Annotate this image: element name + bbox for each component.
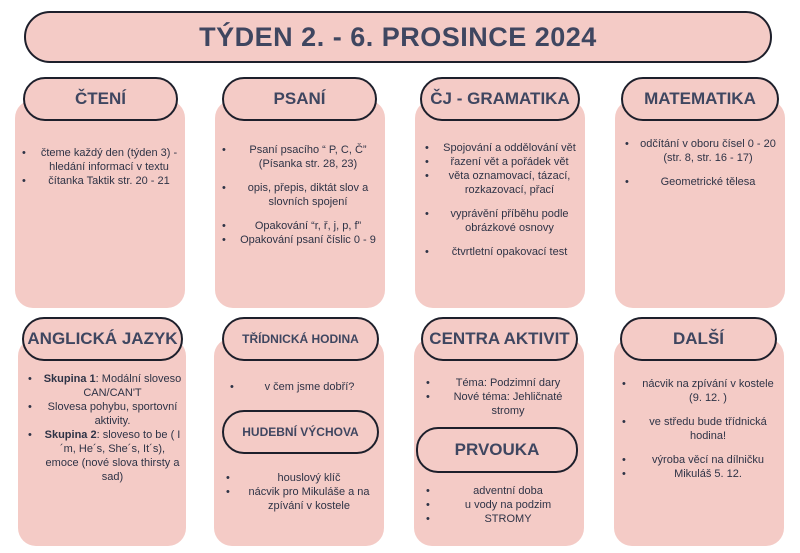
group-label: Skupina 2 [44, 429, 97, 441]
list-item: • opis, přepis, diktát slov a slovních spojení [222, 181, 380, 209]
list-item: • ve středu bude třídnická hodina! [622, 415, 780, 443]
anglicky-list [28, 372, 183, 484]
list-item: • čteme každý den (týden 3) - hledání informací v textu [22, 146, 182, 174]
list-item: • čtvrtletní opakovací test [425, 245, 580, 259]
list-item: • STROMY [426, 512, 576, 526]
list-item: • odčítání v oboru čísel 0 - 20 (str. 8, str. 16 - 17) [625, 137, 777, 165]
list-item: • nácvik pro Mikuláše a na zpívání v kostele [226, 485, 378, 513]
list-item: • houslový klíč [226, 471, 378, 485]
list-item: • čítanka Taktik str. 20 - 21 [22, 174, 182, 188]
cteni-list [22, 146, 182, 188]
list-item: • Spojování a oddělování vět [425, 141, 580, 155]
matematika-list [625, 137, 777, 189]
list-item: • Nové téma: Jehličnaté stromy [426, 390, 576, 418]
list-item: • řazení vět a pořádek vět [425, 155, 580, 169]
hudebni-list [226, 471, 378, 513]
list-item: • Skupina 2: sloveso to be ( I´m, He´s, She´s, It´s), emoce (nové slova thirsty a sad) [28, 428, 183, 484]
centra-list [426, 376, 576, 418]
list-item: • Opakování psaní číslic 0 - 9 [222, 233, 380, 247]
list-item: • výroba věcí na dílničku [622, 453, 780, 467]
anglicky-heading: ANGLICKÁ JAZYK [22, 317, 183, 361]
cteni-card [15, 100, 185, 308]
matematika-heading: MATEMATIKA [621, 77, 779, 121]
list-item: • Téma: Podzimní dary [426, 376, 576, 390]
cteni-heading: ČTENÍ [23, 77, 178, 121]
psani-list [222, 143, 380, 247]
list-item: • Psaní psacího “ P, C, Č” (Písanka str. 28, 23) [222, 143, 380, 171]
page-title: TÝDEN 2. - 6. PROSINCE 2024 [24, 11, 772, 63]
matematika-card [615, 100, 785, 308]
prvouka-heading: PRVOUKA [416, 427, 578, 473]
tridnicka-list [230, 380, 375, 394]
list-item: • vyprávění příběhu podle obrázkové osnovy [425, 207, 580, 235]
group-label: Skupina 1 [43, 373, 96, 385]
list-item: • adventní doba [426, 484, 576, 498]
list-item: • nácvik na zpívání v kostele (9. 12. ) [622, 377, 780, 405]
psani-heading: PSANÍ [222, 77, 377, 121]
centra-heading: CENTRA AKTIVIT [421, 317, 578, 361]
list-item: • Skupina 1: Modální sloveso CAN/CAN'T [28, 372, 183, 400]
list-item: • Mikuláš 5. 12. [622, 467, 780, 481]
list-item: • Geometrické tělesa [625, 175, 777, 189]
dalsi-list [622, 377, 780, 481]
list-item: • věta oznamovací, tázací, rozkazovací, přací [425, 169, 580, 197]
list-item: • u vody na podzim [426, 498, 576, 512]
cj-heading: ČJ - GRAMATIKA [420, 77, 580, 121]
cj-list [425, 141, 580, 259]
dalsi-heading: DALŠÍ [620, 317, 777, 361]
list-item: • Opakování “r, ř, j, p, f” [222, 219, 380, 233]
hudebni-heading: HUDEBNÍ VÝCHOVA [222, 410, 379, 454]
list-item: • v čem jsme dobří? [230, 380, 375, 394]
tridnicka-heading: TŘÍDNICKÁ HODINA [222, 317, 379, 361]
prvouka-list [426, 484, 576, 526]
list-item: • Slovesa pohybu, sportovní aktivity. [28, 400, 183, 428]
